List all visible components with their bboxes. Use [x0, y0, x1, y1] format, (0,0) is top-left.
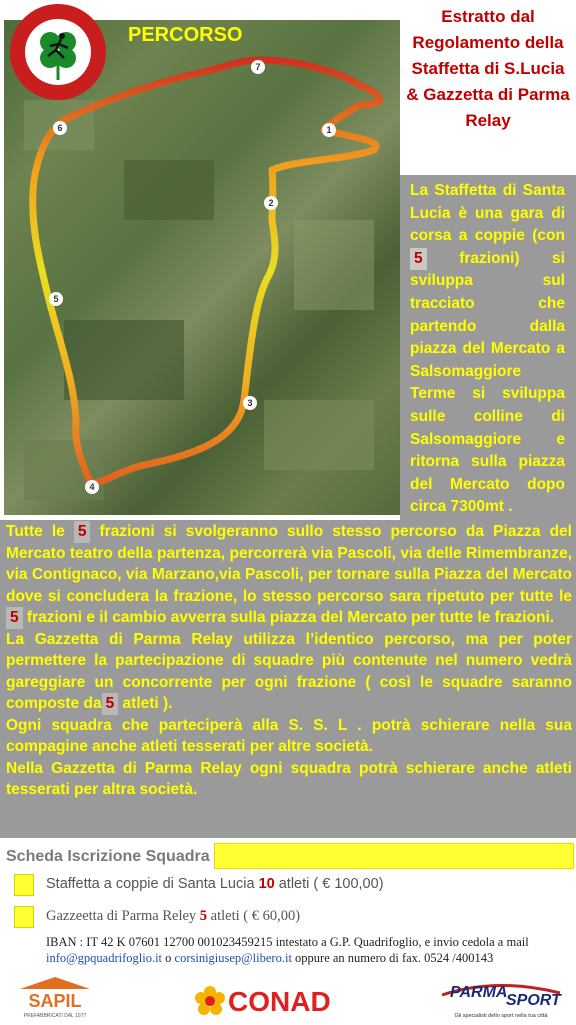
team-name-field[interactable] [214, 843, 574, 869]
option-relay[interactable]: Gazzeetta di Parma Reley 5 atleti ( € 60,00) [14, 906, 570, 932]
sapil-sub: PREFABBRICATI DAL 1977 [23, 1013, 87, 1019]
num-5: 5 [6, 607, 23, 629]
sponsor-conad [190, 975, 360, 1020]
email-link-info[interactable]: info@gpquadrifoglio.it [46, 951, 163, 965]
parma-sub: Gli specialisti dello sport nella tua città [454, 1013, 548, 1019]
marker-3: 3 [247, 398, 253, 408]
rules-p3: Ogni squadra che parteciperà alla S. S. L . potrà schierare nella sua compagine anche atleti tesserati per altre società. [6, 716, 572, 755]
sapil-text: SAPIL [28, 991, 82, 1011]
parma-text: PARMA [450, 984, 508, 1001]
regolamento-title: Estratto dal Regolamento della Staffetta di S.Lucia & Gazzetta di Parma Relay [406, 7, 570, 130]
marker-1: 1 [326, 125, 332, 135]
marker-7: 7 [255, 62, 261, 72]
checkbox-staffetta[interactable] [14, 874, 34, 896]
marker-4: 4 [89, 482, 95, 492]
intro-num: 5 [410, 248, 427, 271]
conad-text: CONAD [228, 986, 331, 1017]
sponsor-sapil [10, 975, 100, 1020]
scheda-label: Scheda Iscrizione Squadra [6, 848, 210, 865]
payment-info: IBAN : IT 42 K 07601 12700 001023459215 intestato a G.P. Quadrifoglio, e invio cedola a mail info@gpquadrifoglio.it o corsinigiusep@libero.it oppure an numero di fax. 0524 /400143 [46, 935, 529, 965]
flower-icon [195, 986, 225, 1015]
email-link-corsini[interactable]: corsinigiusep@libero.it [174, 951, 292, 965]
marker-5: 5 [53, 294, 59, 304]
rules-text: Tutte le 5 frazioni si svolgeranno sullo stesso percorso da Piazza del Mercato teatro della partenza, percorrerà via Pascoli, via delle Rimembranze, via Contignaco, via Marzano,via Pascoli, per tornare sulla Piazza del Mercato dove si concludera la frazione, lo stesso percorso sara ripetuto per tutte le 5 frazioni e il cambio avverra sulla piazza del Mercato per tutte le frazioni. La Gazzetta di Parma Relay utilizza l’identico percorso, ma per poter permettere la partecipazione di squadre più contenute nel numero vedrà gareggiare un concorrente per ogni frazione ( così le squadre saranno composte da 5 atleti ). Ogni squadra che parteciperà alla S. S. L . potrà schierare nella sua compagine anche atleti tesserati per altre società. Nella Gazzetta di Parma Relay ogni squadra potrà schierare anche atleti tesserati per altra società. [6, 523, 572, 798]
checkbox-relay[interactable] [14, 906, 34, 928]
option-staffetta[interactable]: Staffetta a coppie di Santa Lucia 10 atleti ( € 100,00) [14, 874, 570, 900]
intro-text: La Staffetta di Santa Lucia è una gara di corsa a coppie (con 5 frazioni) si sviluppa sul tracciato che partendo dalla piazza del Mercato a Salsomaggiore Terme si sviluppa sulle colline di Salsomaggiore e ritorna sulla piazza del Mercato dopo circa 7300mt . [410, 182, 565, 516]
num-5: 5 [102, 693, 119, 715]
rules-p4: Nella Gazzetta di Parma Relay ogni squadra potrà schierare anche atleti tesserati per altra società. [6, 759, 572, 798]
sponsor-parma-sport [436, 975, 566, 1020]
percorso-title: PERCORSO [128, 24, 243, 46]
club-logo [8, 2, 108, 102]
num-5: 5 [74, 521, 91, 543]
iban-line: IBAN : IT 42 K 07601 12700 001023459215 intestato a G.P. Quadrifoglio, e invio cedola a mail [46, 935, 529, 949]
sport-text: SPORT [506, 992, 561, 1009]
marker-6: 6 [57, 123, 63, 133]
marker-2: 2 [268, 198, 274, 208]
